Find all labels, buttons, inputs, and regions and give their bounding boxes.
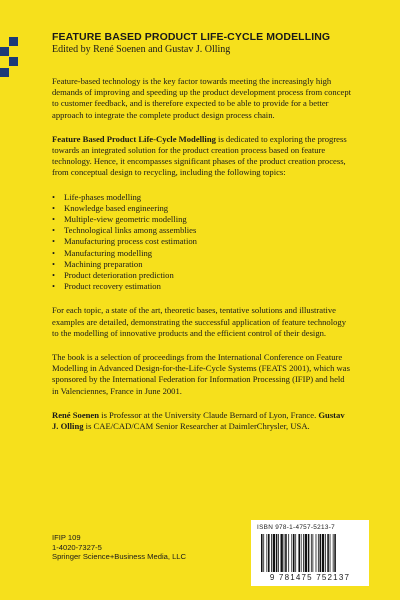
barcode-bar <box>293 534 295 572</box>
barcode-bar <box>325 534 326 572</box>
decorative-square <box>9 57 18 66</box>
list-item <box>52 203 352 214</box>
book-title-inline: Feature Based Product Life-Cycle Modelling <box>52 133 216 144</box>
barcode-bar <box>268 534 270 572</box>
decorative-square <box>9 37 18 46</box>
blurb-paragraph-intro: Feature-based technology is the key factor towards meeting the increasingly high demands of improving and speeding up the product development process from concept to customer feedback, and is therefore expected to be able to provide for a better approach to integrate the complete product design process chain. <box>52 76 352 120</box>
topics-list <box>52 192 352 293</box>
blurb-paragraph-scope <box>52 134 352 179</box>
barcode-bar <box>318 534 319 572</box>
bullet-icon: • <box>52 247 56 258</box>
bullet-icon: • <box>52 281 56 292</box>
barcode-bar <box>276 534 278 572</box>
barcode-bar <box>278 534 279 572</box>
barcode-bar <box>281 534 283 572</box>
barcode-bar <box>266 534 267 572</box>
barcode <box>251 520 369 586</box>
list-item <box>52 259 352 270</box>
barcode-bar <box>284 534 285 572</box>
bullet-icon: • <box>52 214 56 225</box>
list-item <box>52 236 352 247</box>
barcode-bar <box>322 534 324 572</box>
bullet-icon: • <box>52 191 56 202</box>
blurb-paragraph-proceedings: The book is a selection of proceedings from the International Conference on Feature Modelling in Advanced Design-for-the-Life-Cycle Systems (FEATS 2001), which was sponsored by the International Federation for Information Processing (IFIP) and held in Valenciennes, France in June 2001. <box>52 352 350 396</box>
topic-label: Multiple-view geometric modelling <box>64 214 187 225</box>
blurb-paragraph-detail: For each topic, a state of the art, theoretic bases, tentative solutions and illustrative examples are detailed, demonstrating the successful application of feature technology to the modelling of innovative products and the efficient control of their design. <box>52 305 346 338</box>
barcode-bars <box>261 534 363 572</box>
barcode-bar <box>303 534 304 572</box>
barcode-bar <box>308 534 310 572</box>
topic-label: Technological links among assemblies <box>64 225 197 236</box>
barcode-bar <box>301 534 302 572</box>
author-bio: is Professor at the University Claude Bernard of Lyon, France. <box>99 409 319 420</box>
list-item <box>52 214 352 225</box>
barcode-bar <box>271 534 272 572</box>
topic-label: Product recovery estimation <box>64 281 161 292</box>
bullet-icon: • <box>52 225 56 236</box>
list-item <box>52 281 352 292</box>
decorative-square <box>0 68 9 77</box>
barcode-bar <box>311 534 312 572</box>
topic-label: Machining preparation <box>64 258 143 269</box>
barcode-bar <box>285 534 287 572</box>
topic-label: Life-phases modelling <box>64 191 142 202</box>
isbn-short: 1-4020-7327-5 <box>52 542 102 552</box>
author-name: Gustav J. Olling <box>52 409 345 432</box>
list-item <box>52 270 352 281</box>
barcode-bar <box>291 534 292 572</box>
book-title: FEATURE BASED PRODUCT LIFE-CYCLE MODELLING <box>52 31 331 43</box>
barcode-bar <box>320 534 322 572</box>
topic-label: Product deterioration prediction <box>64 270 174 281</box>
barcode-bar <box>263 534 264 572</box>
bullet-icon: • <box>52 236 56 247</box>
blurb <box>52 76 352 445</box>
barcode-bar <box>333 534 334 572</box>
author-bio: is CAE/CAD/CAM Senior Researcher at DaimlerChrysler, USA. <box>83 421 310 432</box>
bullet-icon: • <box>52 258 56 269</box>
barcode-bar <box>288 534 289 572</box>
barcode-bar <box>327 534 329 572</box>
topic-label: Knowledge based engineering <box>64 202 169 213</box>
blurb-paragraph-authors <box>52 410 352 432</box>
list-item <box>52 248 352 259</box>
bullet-icon: • <box>52 202 56 213</box>
barcode-bar <box>261 534 263 572</box>
isbn-label: ISBN 978-1-4757-5213-7 <box>257 524 336 531</box>
editors-line: Edited by René Soenen and Gustav J. Olling <box>52 44 231 55</box>
barcode-bar <box>334 534 336 572</box>
barcode-bar <box>298 534 300 572</box>
decorative-square <box>0 47 9 56</box>
publisher-name: Springer Science+Business Media, LLC <box>52 552 187 562</box>
series-number: IFIP 109 <box>52 533 81 542</box>
topic-label: Manufacturing process cost estimation <box>64 236 197 247</box>
barcode-bar <box>273 534 275 572</box>
topic-label: Manufacturing modelling <box>64 247 153 258</box>
scope-text: is dedicated to exploring the progress towards an integrated solution for the product creation process based on feature technology. Hence, it encompasses significant phases of the product creation process, from conceptual design to recycling, including the following topics: <box>52 133 347 178</box>
barcode-bar <box>295 534 296 572</box>
bullet-icon: • <box>52 270 56 281</box>
list-item <box>52 192 352 203</box>
barcode-bar <box>330 534 331 572</box>
barcode-bar <box>316 534 317 572</box>
cover-header <box>52 31 372 55</box>
publication-info <box>52 533 186 562</box>
list-item <box>52 225 352 236</box>
ean-digits: 9 781475 752137 <box>269 573 351 582</box>
author-name: René Soenen <box>52 409 100 420</box>
barcode-bar <box>305 534 307 572</box>
barcode-bar <box>312 534 313 572</box>
